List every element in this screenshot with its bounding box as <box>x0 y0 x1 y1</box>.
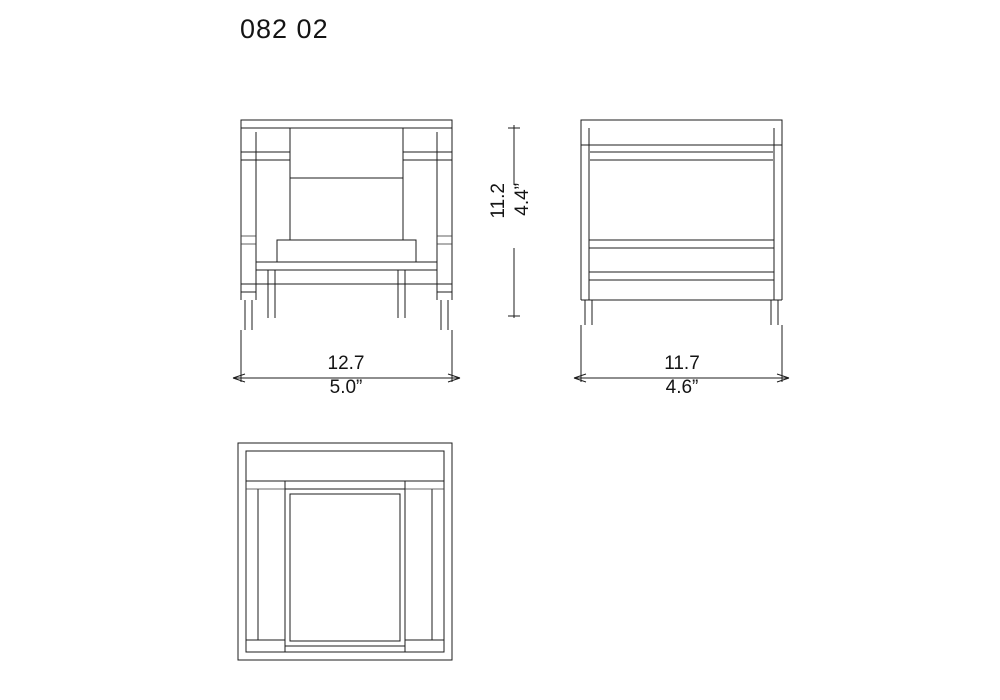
page-title: 082 02 <box>240 14 329 44</box>
side-width-label: 11.7 4.6” <box>664 353 700 398</box>
front-elevation-view <box>241 120 452 330</box>
side-elevation-view <box>581 120 782 325</box>
height-label: 11.2 <box>488 183 509 219</box>
front-width-label: 12.7 5.0” <box>327 353 365 398</box>
top-view <box>238 443 452 660</box>
height-label-imperial: 4.4” <box>512 183 533 216</box>
